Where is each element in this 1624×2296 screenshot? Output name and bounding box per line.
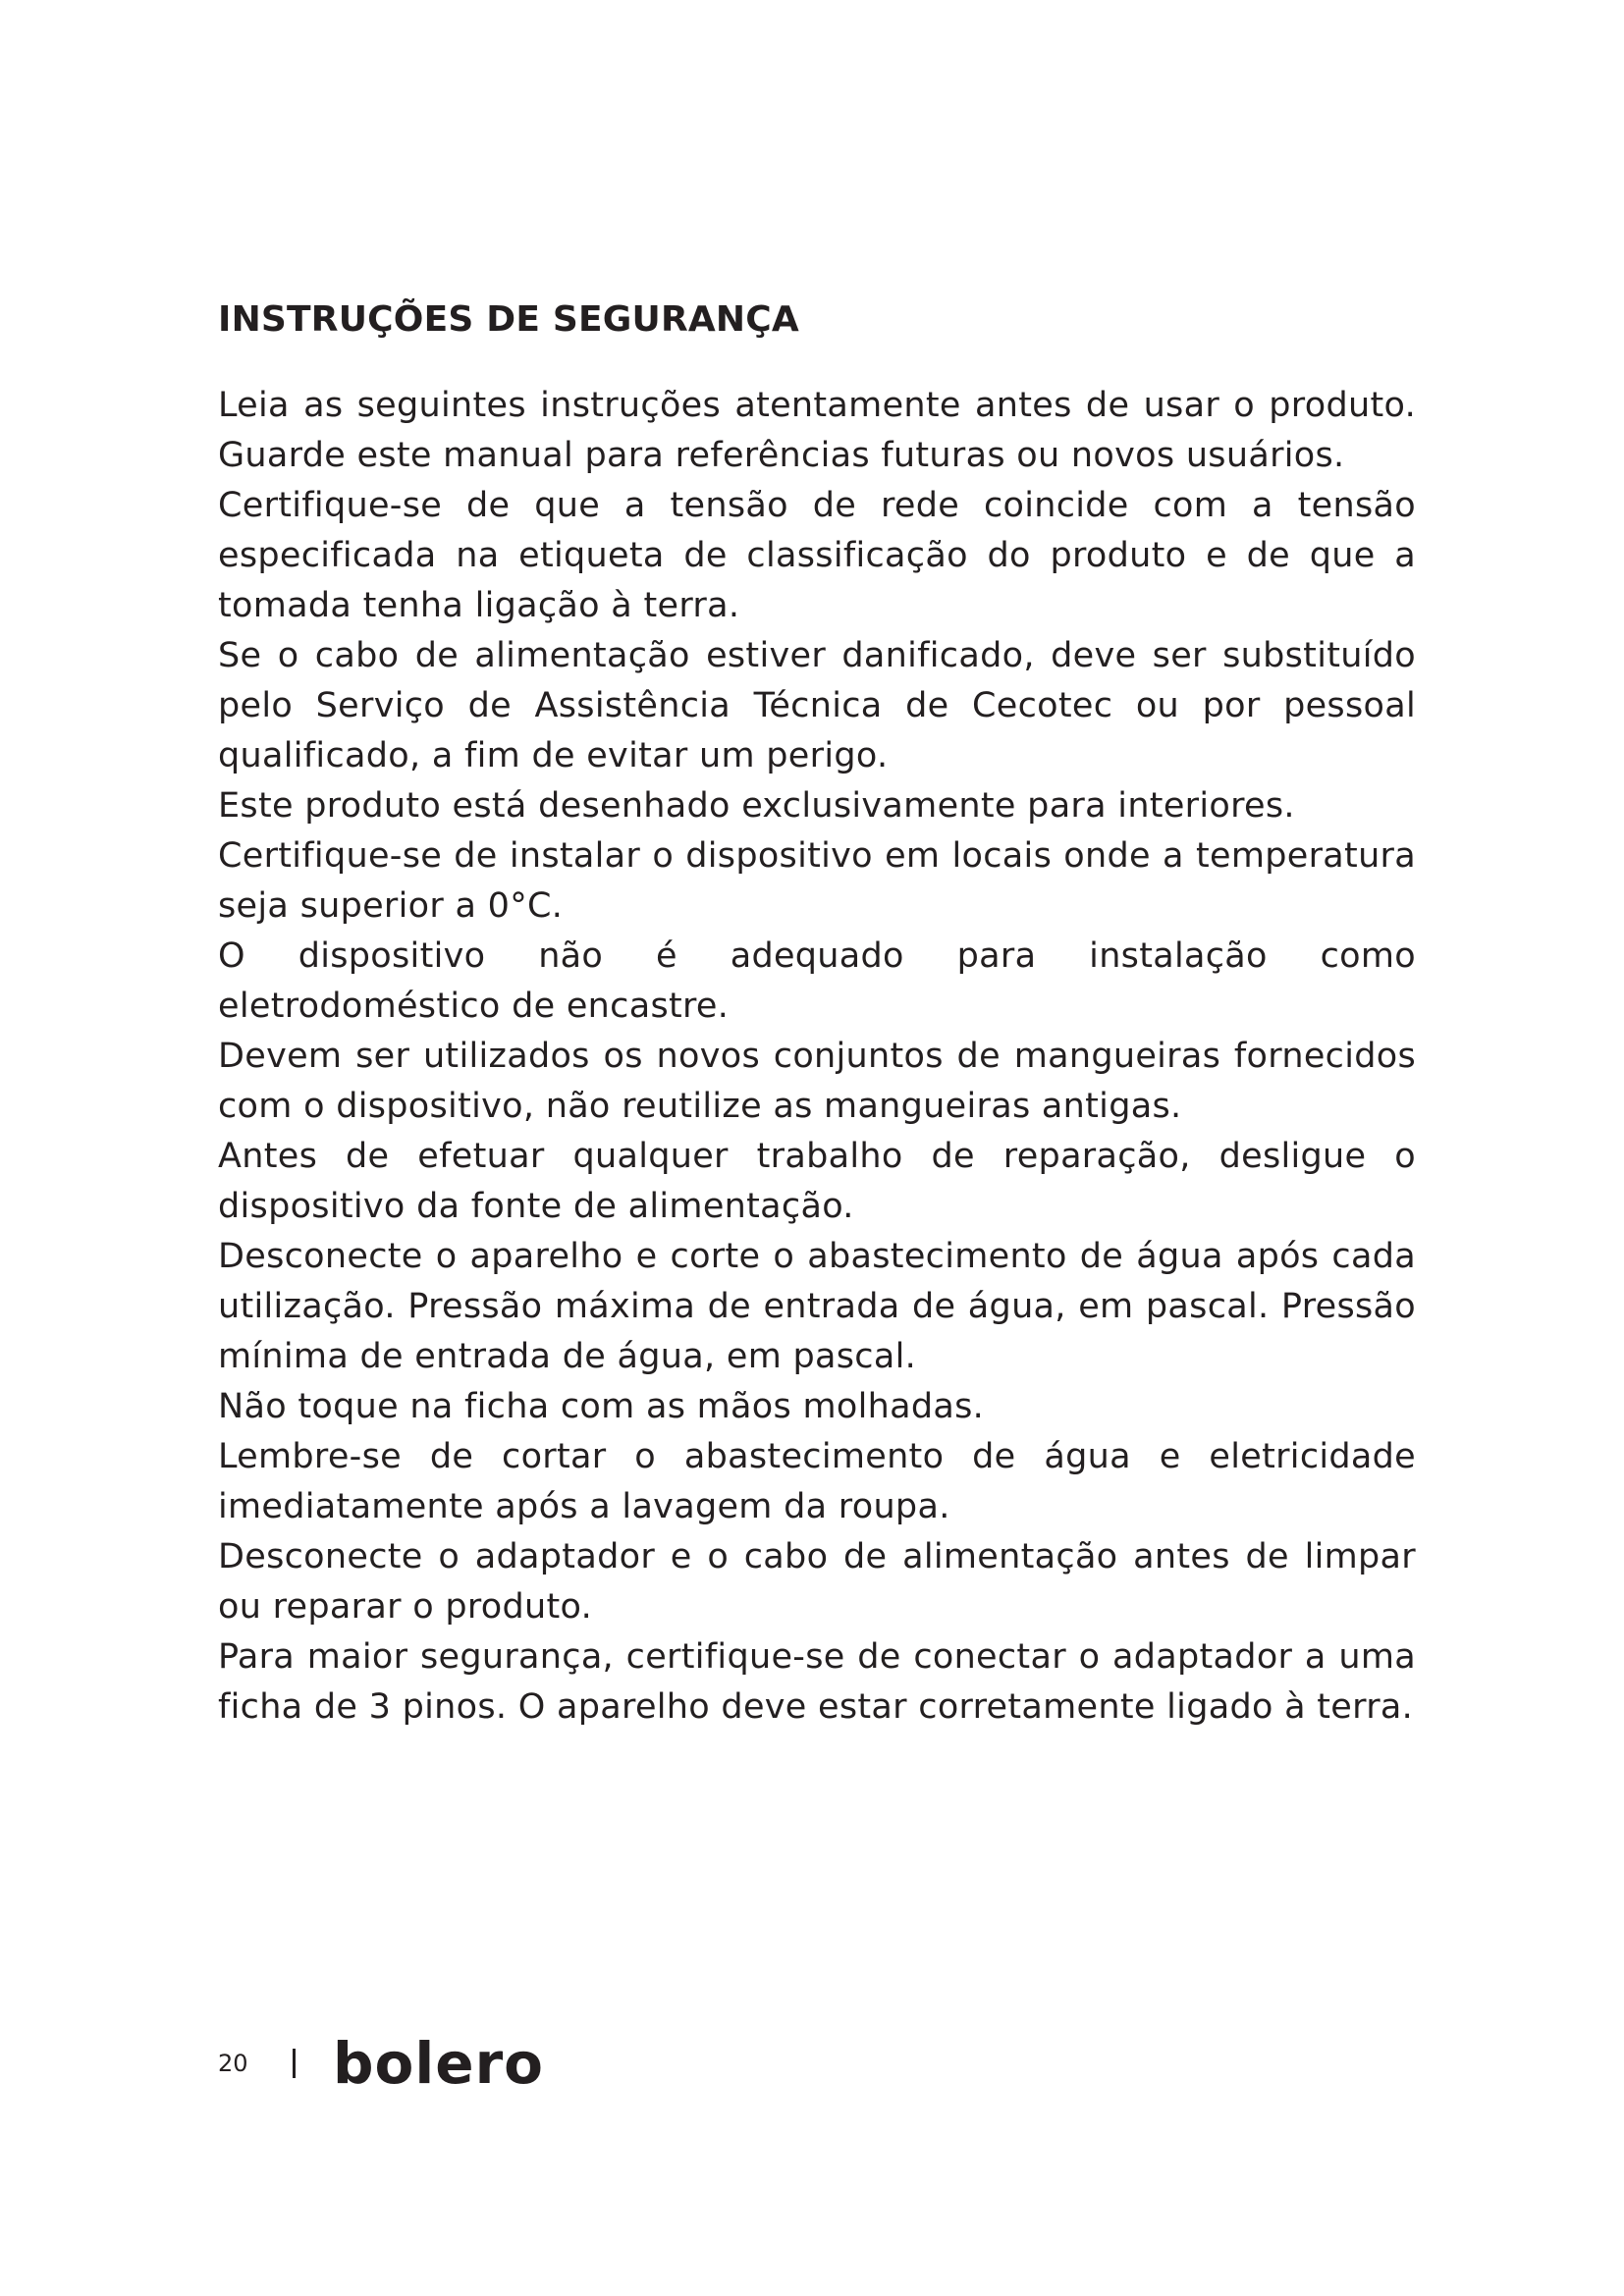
instruction-paragraph: Para maior segurança, certifique-se de conectar o adaptador a uma ficha de 3 pinos. O aparelho deve estar corretamente ligado à terra.	[218, 1637, 1416, 1727]
instruction-paragraph: Desconecte o adaptador e o cabo de alimentação antes de limpar ou reparar o produto.	[218, 1537, 1416, 1627]
instruction-paragraph: Desconecte o aparelho e corte o abastecimento de água após cada utilização. Pressão máxima de entrada de água, em pascal. Pressão mínima de entrada de água, em pascal.	[218, 1237, 1416, 1376]
page-number: 20	[218, 2050, 248, 2077]
instruction-paragraph: Certifique-se de que a tensão de rede coincide com a tensão especificada na etiqueta de classificação do produto e de que a tomada tenha ligação à terra.	[218, 486, 1416, 625]
instruction-paragraph: Antes de efetuar qualquer trabalho de reparação, desligue o dispositivo da fonte de alimentação.	[218, 1137, 1416, 1226]
instruction-paragraph: Certifique-se de instalar o dispositivo em locais onde a temperatura seja superior a 0°C.	[218, 836, 1416, 926]
bolero-logo: bolero	[333, 2030, 545, 2097]
footer-separator	[293, 2049, 296, 2078]
instruction-paragraph: Este produto está desenhado exclusivamente para interiores.	[218, 786, 1295, 826]
page-title: INSTRUÇÕES DE SEGURANÇA	[218, 299, 799, 340]
instruction-paragraph: Leia as seguintes instruções atentamente antes de usar o produto. Guarde este manual para referências futuras ou novos usuários.	[218, 386, 1416, 475]
page-footer	[218, 2030, 545, 2097]
instruction-paragraph: Não toque na ficha com as mãos molhadas.	[218, 1387, 985, 1426]
instruction-paragraph: Lembre-se de cortar o abastecimento de água e eletricidade imediatamente após a lavagem da roupa.	[218, 1437, 1416, 1526]
safety-instructions-section	[218, 293, 1416, 1733]
instruction-paragraph: Se o cabo de alimentação estiver danificado, deve ser substituído pelo Serviço de Assistência Técnica de Cecotec ou por pessoal qualificado, a fim de evitar um perigo.	[218, 636, 1416, 775]
instruction-paragraph: Devem ser utilizados os novos conjuntos de mangueiras fornecidos com o dispositivo, não reutilize as mangueiras antigas.	[218, 1037, 1416, 1126]
instruction-paragraph: O dispositivo não é adequado para instalação como eletrodoméstico de encastre.	[218, 936, 1416, 1026]
